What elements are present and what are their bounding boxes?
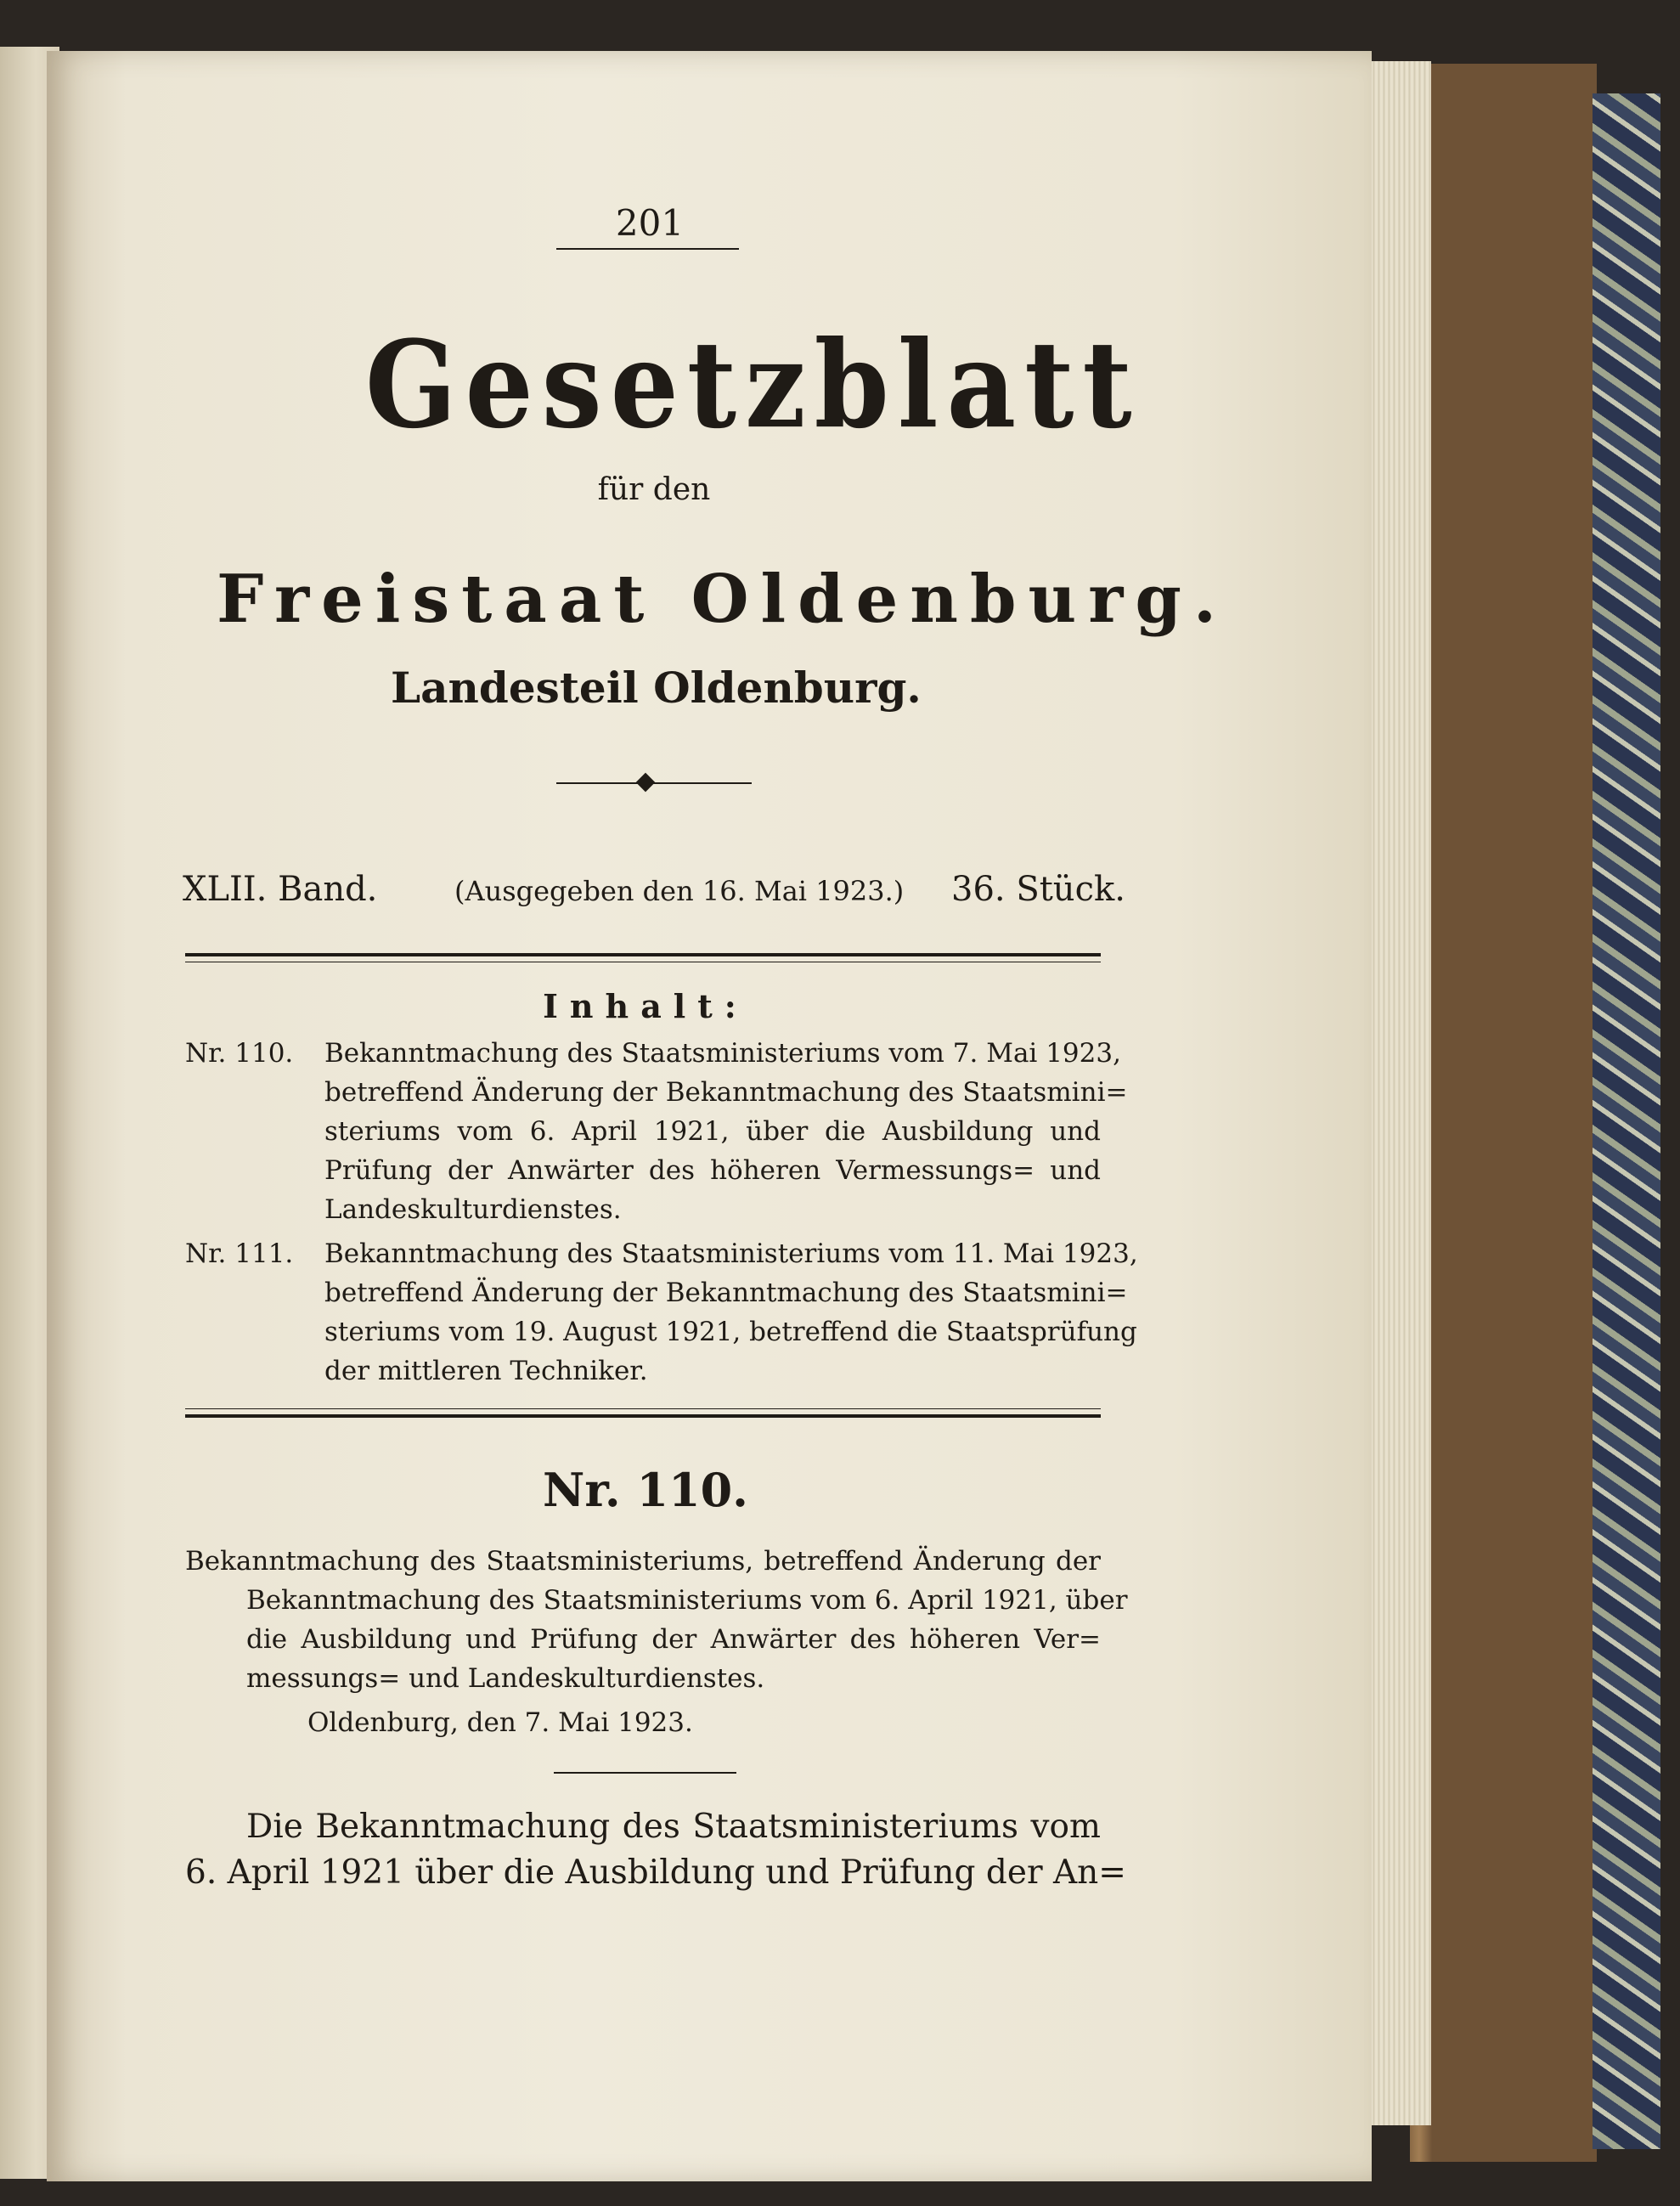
masthead-state: Freistaat Oldenburg. — [217, 561, 1229, 638]
issue-piece: 36. Stück. — [951, 870, 1125, 909]
article-summary-line: die Ausbildung und Prüfung der Anwärter des höheren Ver= — [246, 1624, 1101, 1655]
contents-entry-line: Bekanntmachung des Staatsministeriums vom 11. Mai 1923, — [324, 1238, 1138, 1269]
page-number-rule — [556, 248, 739, 250]
article-number: Nr. 110. — [543, 1463, 748, 1517]
contents-entry-line: betreffend Änderung der Bekanntmachung des Staatsmini= — [324, 1077, 1128, 1108]
contents-top-rule — [185, 953, 1101, 956]
book-cover — [1410, 64, 1597, 2162]
article-summary-line: Bekanntmachung des Staatsministeriums, betreffend Änderung der — [185, 1546, 1101, 1577]
masthead-district: Landesteil Oldenburg. — [391, 663, 922, 713]
contents-entry-line: Bekanntmachung des Staatsministeriums vom 7. Mai 1923, — [324, 1038, 1121, 1069]
contents-entry-line: steriums vom 6. April 1921, über die Ausbildung und — [324, 1116, 1101, 1147]
article-summary-line: messungs= und Landeskulturdienstes. — [246, 1663, 765, 1694]
article-separator — [554, 1772, 736, 1774]
issue-volume: XLII. Band. — [183, 870, 378, 909]
issue-date: (Ausgegeben den 16. Mai 1923.) — [454, 875, 905, 907]
contents-entry-line: betreffend Änderung der Bekanntmachung des Staatsmini= — [324, 1278, 1128, 1308]
article-body-line: 6. April 1921 über die Ausbildung und Prüfung der An= — [185, 1853, 1126, 1892]
contents-entry-line: Prüfung der Anwärter des höheren Vermessungs= und — [324, 1155, 1101, 1186]
article-place-date: Oldenburg, den 7. Mai 1923. — [307, 1707, 693, 1738]
masthead-for-the: für den — [597, 472, 711, 507]
article-summary-line: Bekanntmachung des Staatsministeriums vom 6. April 1921, über — [246, 1585, 1128, 1616]
masthead-title: Gesetzblatt — [365, 314, 1141, 455]
contents-bottom-rule-thin — [185, 1408, 1101, 1409]
contents-entry-line: steriums vom 19. August 1921, betreffend die Staatsprüfung — [324, 1317, 1137, 1347]
contents-entry-number: Nr. 110. — [185, 1038, 294, 1069]
contents-bottom-rule — [185, 1414, 1101, 1418]
contents-entry-line: der mittleren Techniker. — [324, 1356, 648, 1386]
page-number: 201 — [615, 202, 685, 244]
contents-entry-line: Landeskulturdienstes. — [324, 1194, 622, 1225]
marbled-cover — [1593, 93, 1660, 2149]
contents-heading: Inhalt: — [543, 987, 748, 1025]
contents-entry-number: Nr. 111. — [185, 1238, 294, 1269]
article-body-line: Die Bekanntmachung des Staatsministeriums vom — [246, 1808, 1101, 1846]
